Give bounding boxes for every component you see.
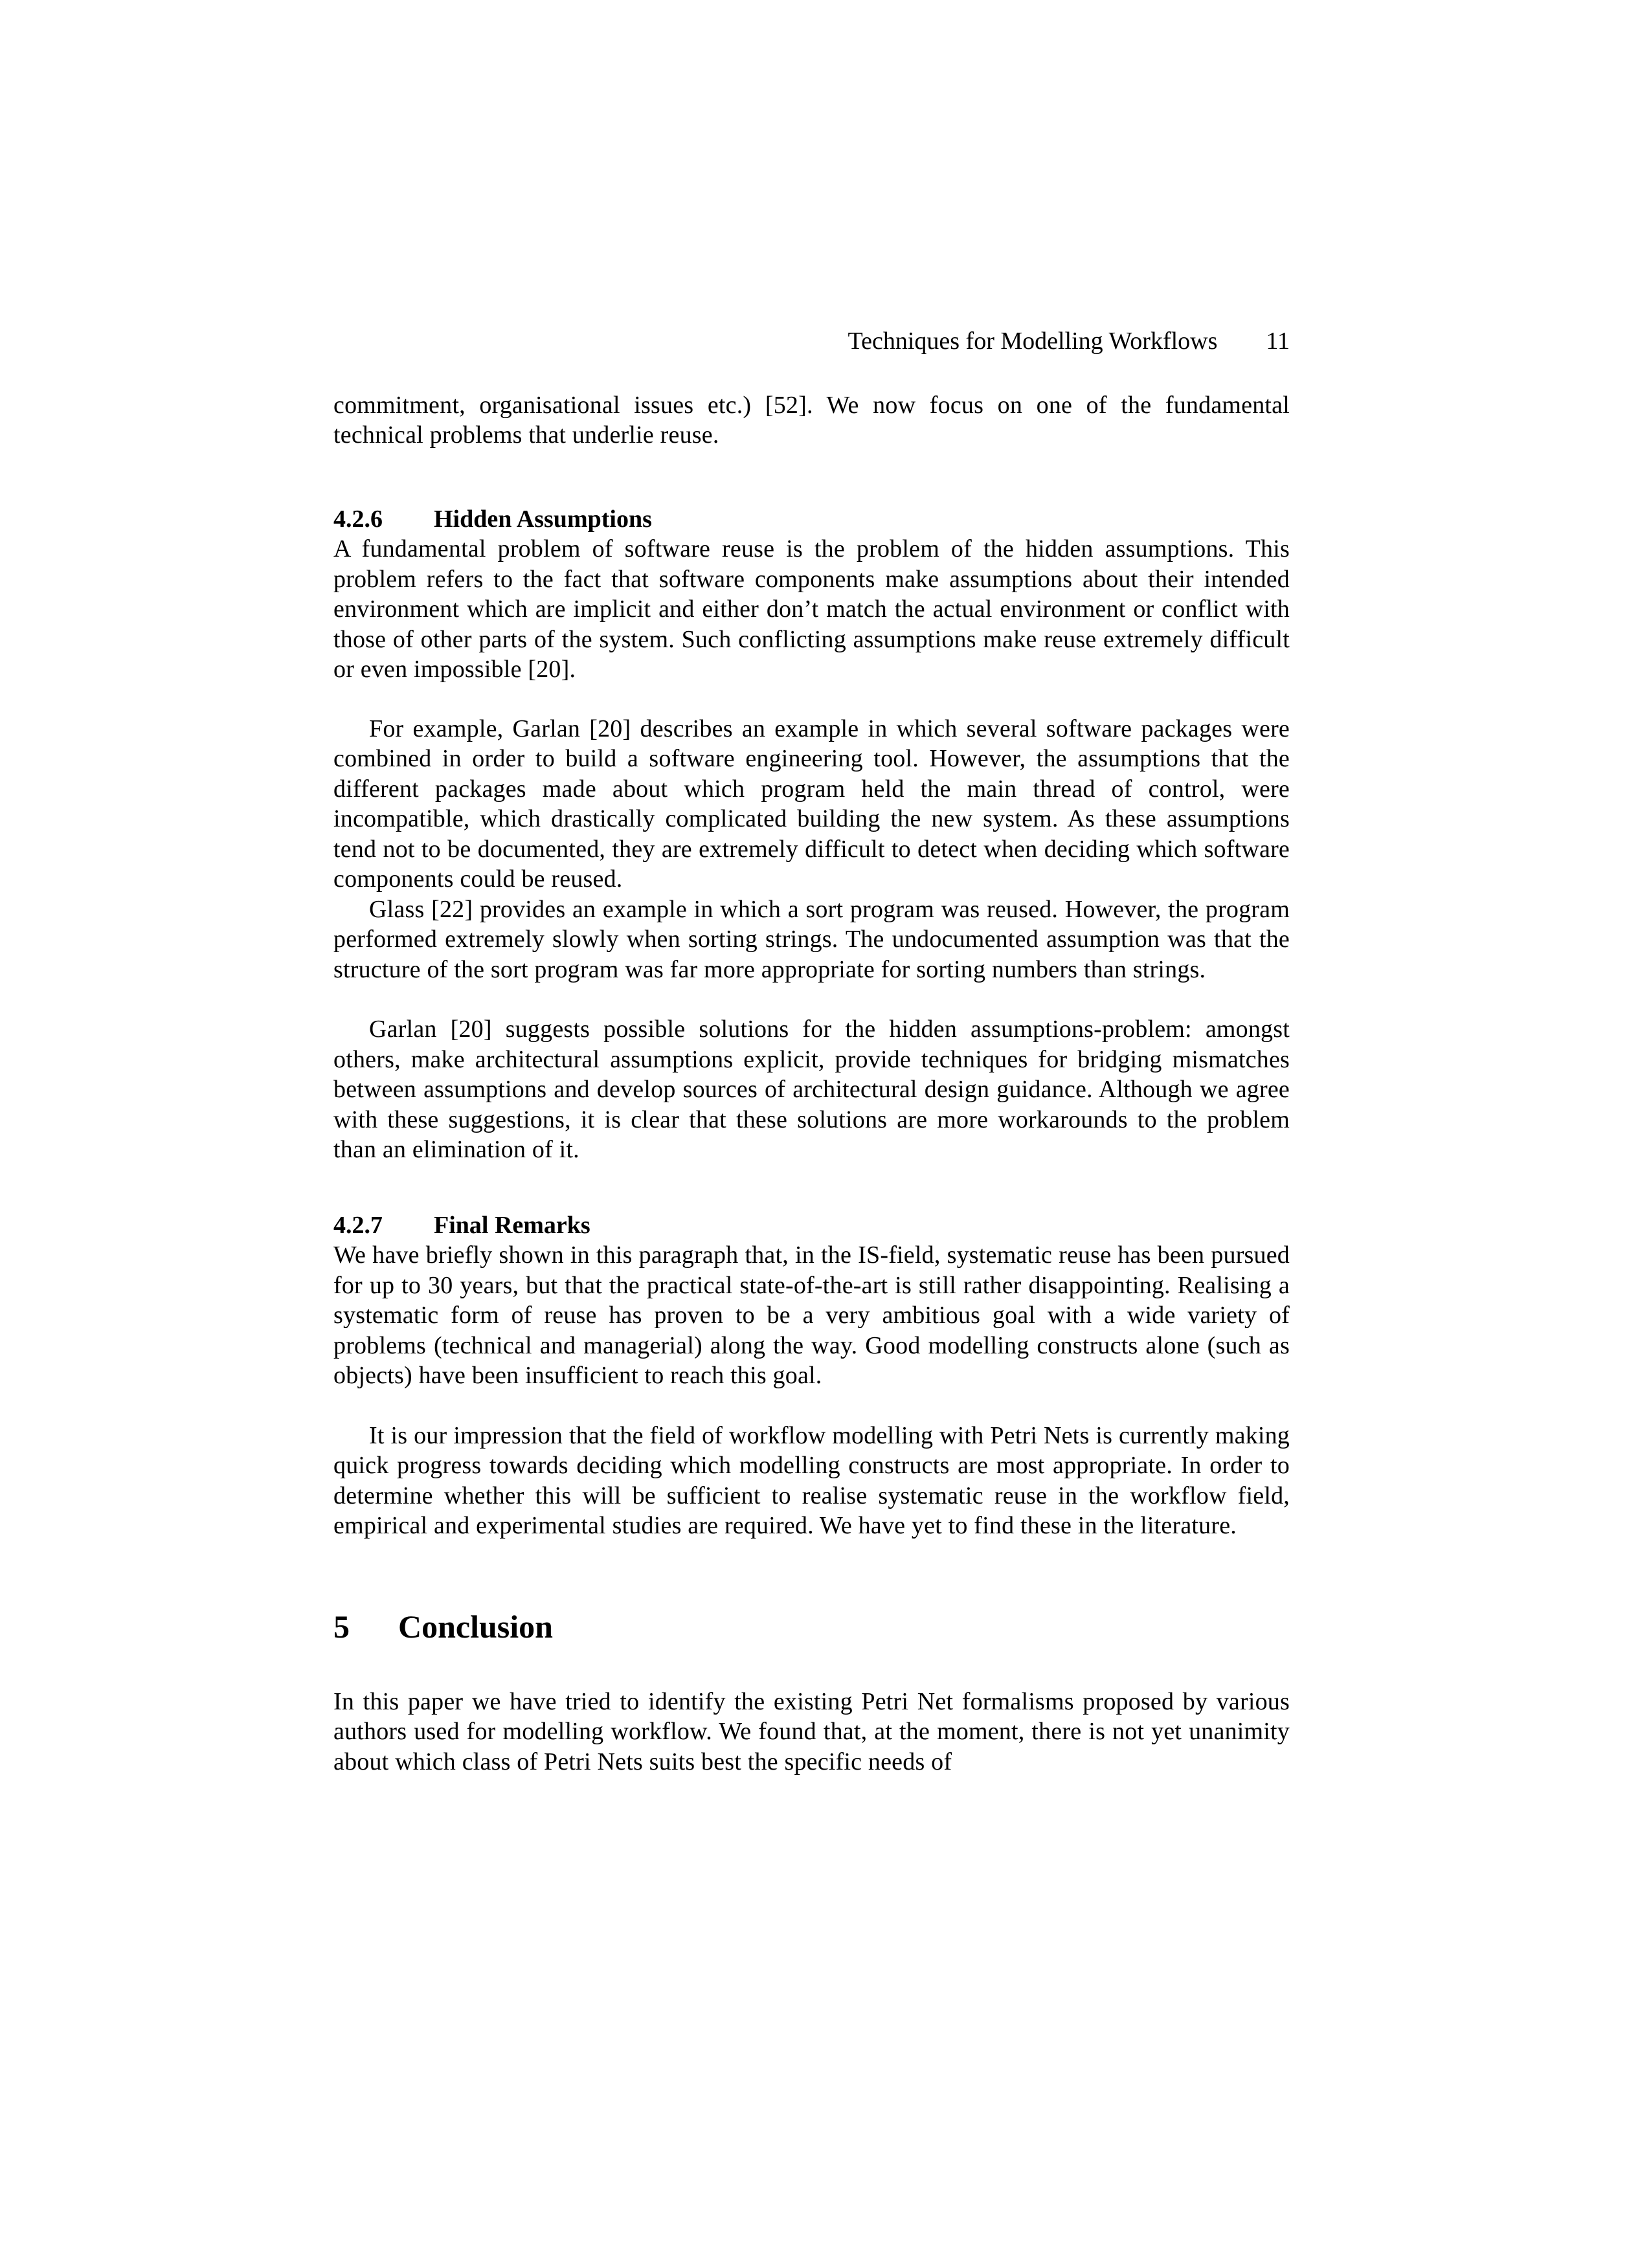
paragraph-hidden-assumptions: A fundamental problem of software reuse is the problem of the hidden assumptions. This problem refers to the fact that software components make assumptions about their intended environment which are implicit and either don’t match the actual environment or conflict with those of other parts of the system. Such conflicting assumptions make reuse extremely difficult or even impossible [20]. [333,535,1290,683]
paragraph-final-remarks: We have briefly shown in this paragraph that, in the IS-field, systematic reuse has been pursued for up to 30 years, but that the practical state-of-the-art is still rather disappointing. Realising a systematic form of reuse has proven to be a very ambitious goal with a wide variety of problems (technical and managerial) along the way. Good modelling constructs alone (such as objects) have been insufficient to reach this goal. [333,1241,1290,1389]
paragraph-garlan-solutions: Garlan [20] suggests possible solutions for the hidden assumptions-problem: amongst others, make architectural assumptions explicit, provide techniques for bridging mismatches between assumptions and develop sources of architectural design guidance. Although we agree with these suggestions, it is clear that these solutions are more workarounds to the problem than an elimination of it. [333,1016,1290,1163]
section-title: Final Remarks [434,1211,590,1239]
running-header [333,326,1290,357]
section-number: 5 [333,1608,350,1645]
running-title: Techniques for Modelling Workflows [848,328,1218,355]
text-column [333,0,1290,1777]
section-title: Conclusion [398,1608,553,1645]
paragraph-impression: It is our impression that the field of workflow modelling with Petri Nets is currently making quick progress towards deciding which modelling constructs are most appropriate. In order to determine whether this will be sufficient to realise systematic reuse in the workflow field, empirical and experimental studies are required. We have yet to find these in the literature. [333,1421,1290,1539]
page-number: 11 [1266,328,1290,355]
paragraph-garlan-example: For example, Garlan [20] describes an example in which several software packages were combined in order to build a software engineering tool. However, the assumptions that the different packages made about which program held the main thread of control, were incompatible, which drastically complicated building the new system. As these assumptions tend not to be documented, they are extremely difficult to detect when deciding which software components could be reused. [333,715,1290,893]
section-number: 4.2.7 [333,1211,383,1239]
section-heading-5-conclusion [333,1607,1290,1646]
paragraph-conclusion: In this paper we have tried to identify the existing Petri Net formalisms proposed by various authors used for modelling workflow. We found that, at the moment, there is not yet unanimity about which class of Petri Nets suits best the specific needs of [333,1687,1290,1775]
section-heading-4-2-7 [333,1210,1290,1241]
section-title: Hidden Assumptions [434,505,652,533]
section-heading-4-2-6 [333,504,1290,535]
section-number: 4.2.6 [333,505,383,533]
paragraph-glass-example: Glass [22] provides an example in which a sort program was reused. However, the program performed extremely slowly when sorting strings. The undocumented assumption was that the structure of the sort program was far more appropriate for sorting numbers than strings. [333,895,1290,983]
paragraph-intro-continued: commitment, organisational issues etc.) [52]. We now focus on one of the fundamental technical problems that underlie reuse. [333,391,1290,449]
